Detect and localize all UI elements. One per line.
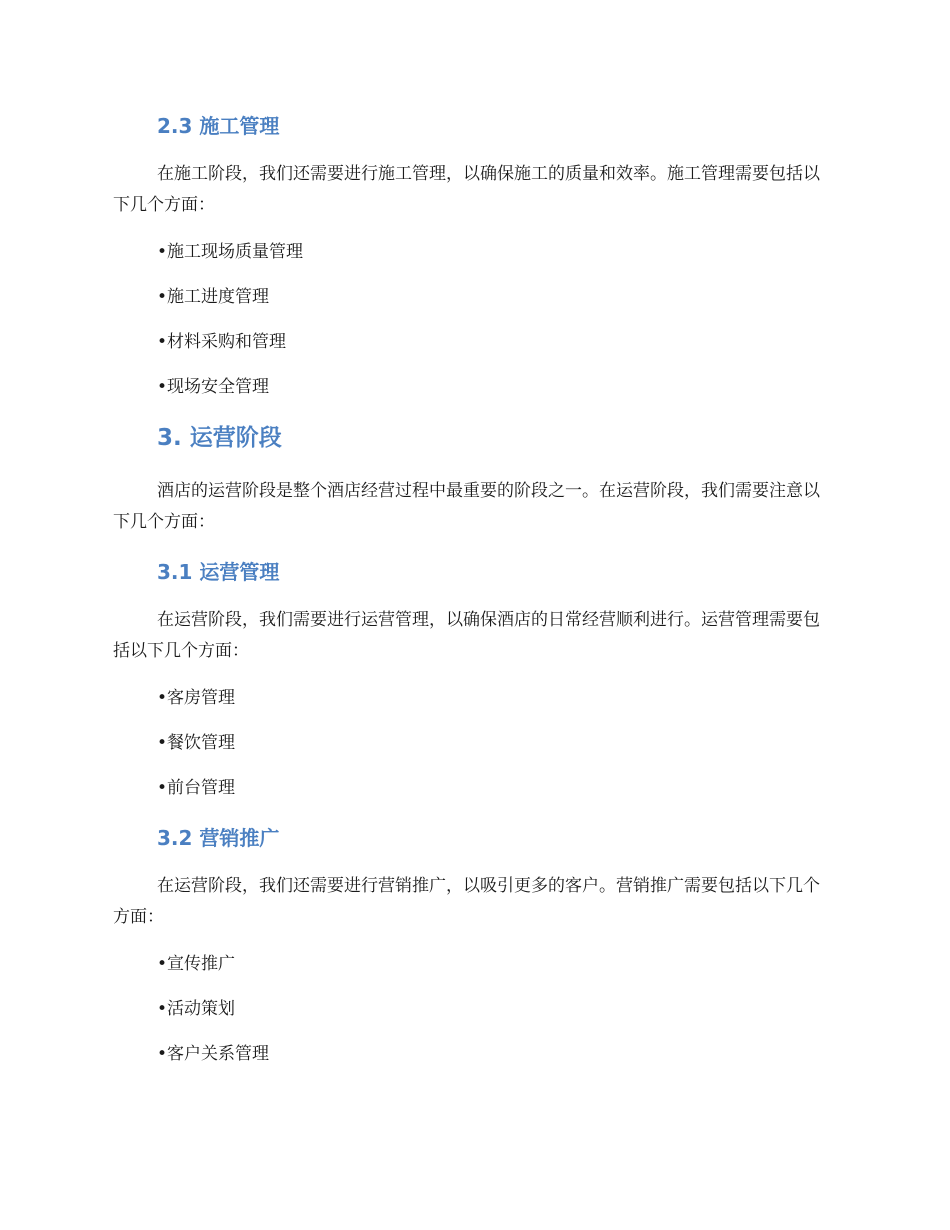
list-item-text: 餐饮管理 (167, 733, 235, 753)
bullet-icon: • (157, 377, 168, 397)
bullet-icon: • (157, 287, 168, 307)
list-item-text: 客户关系管理 (167, 1044, 269, 1064)
list-item (157, 289, 269, 306)
list-item (157, 735, 235, 752)
section-heading-3-1: 3.1 运营管理 (157, 560, 280, 584)
list-item-text: 前台管理 (167, 778, 235, 798)
list-item-text: 宣传推广 (167, 954, 235, 974)
list-item (157, 1046, 269, 1063)
list-item (157, 780, 235, 797)
section-heading-3: 3. 运营阶段 (157, 425, 282, 451)
list-item-text: 材料采购和管理 (167, 332, 286, 352)
list-item (157, 1001, 235, 1018)
bullet-icon: • (157, 999, 168, 1019)
section-heading-3-2: 3.2 营销推广 (157, 826, 280, 850)
list-item-text: 施工进度管理 (167, 287, 269, 307)
list-item-text: 施工现场质量管理 (167, 242, 303, 262)
bullet-icon: • (157, 242, 168, 262)
bullet-icon: • (157, 688, 168, 708)
list-item (157, 334, 286, 351)
section-3-1-intro: 在运营阶段，我们需要进行运营管理，以确保酒店的日常经营顺利进行。运营管理需要包括以下几个方面： (113, 610, 820, 661)
bullet-icon: • (157, 733, 168, 753)
bullet-icon: • (157, 332, 168, 352)
list-item-text: 活动策划 (167, 999, 235, 1019)
list-item (157, 244, 303, 261)
section-3-2-intro: 在运营阶段，我们还需要进行营销推广，以吸引更多的客户。营销推广需要包括以下几个方面： (113, 876, 820, 927)
section-heading-2-3: 2.3 施工管理 (157, 114, 280, 138)
bullet-icon: • (157, 778, 168, 798)
list-item (157, 379, 269, 396)
list-item-text: 客房管理 (167, 688, 235, 708)
bullet-icon: • (157, 1044, 168, 1064)
bullet-icon: • (157, 954, 168, 974)
list-item (157, 690, 235, 707)
list-item (157, 956, 235, 973)
section-3-intro: 酒店的运营阶段是整个酒店经营过程中最重要的阶段之一。在运营阶段，我们需要注意以下几个方面： (113, 481, 820, 532)
list-item-text: 现场安全管理 (167, 377, 269, 397)
section-2-3-intro: 在施工阶段，我们还需要进行施工管理，以确保施工的质量和效率。施工管理需要包括以下几个方面： (113, 164, 820, 215)
